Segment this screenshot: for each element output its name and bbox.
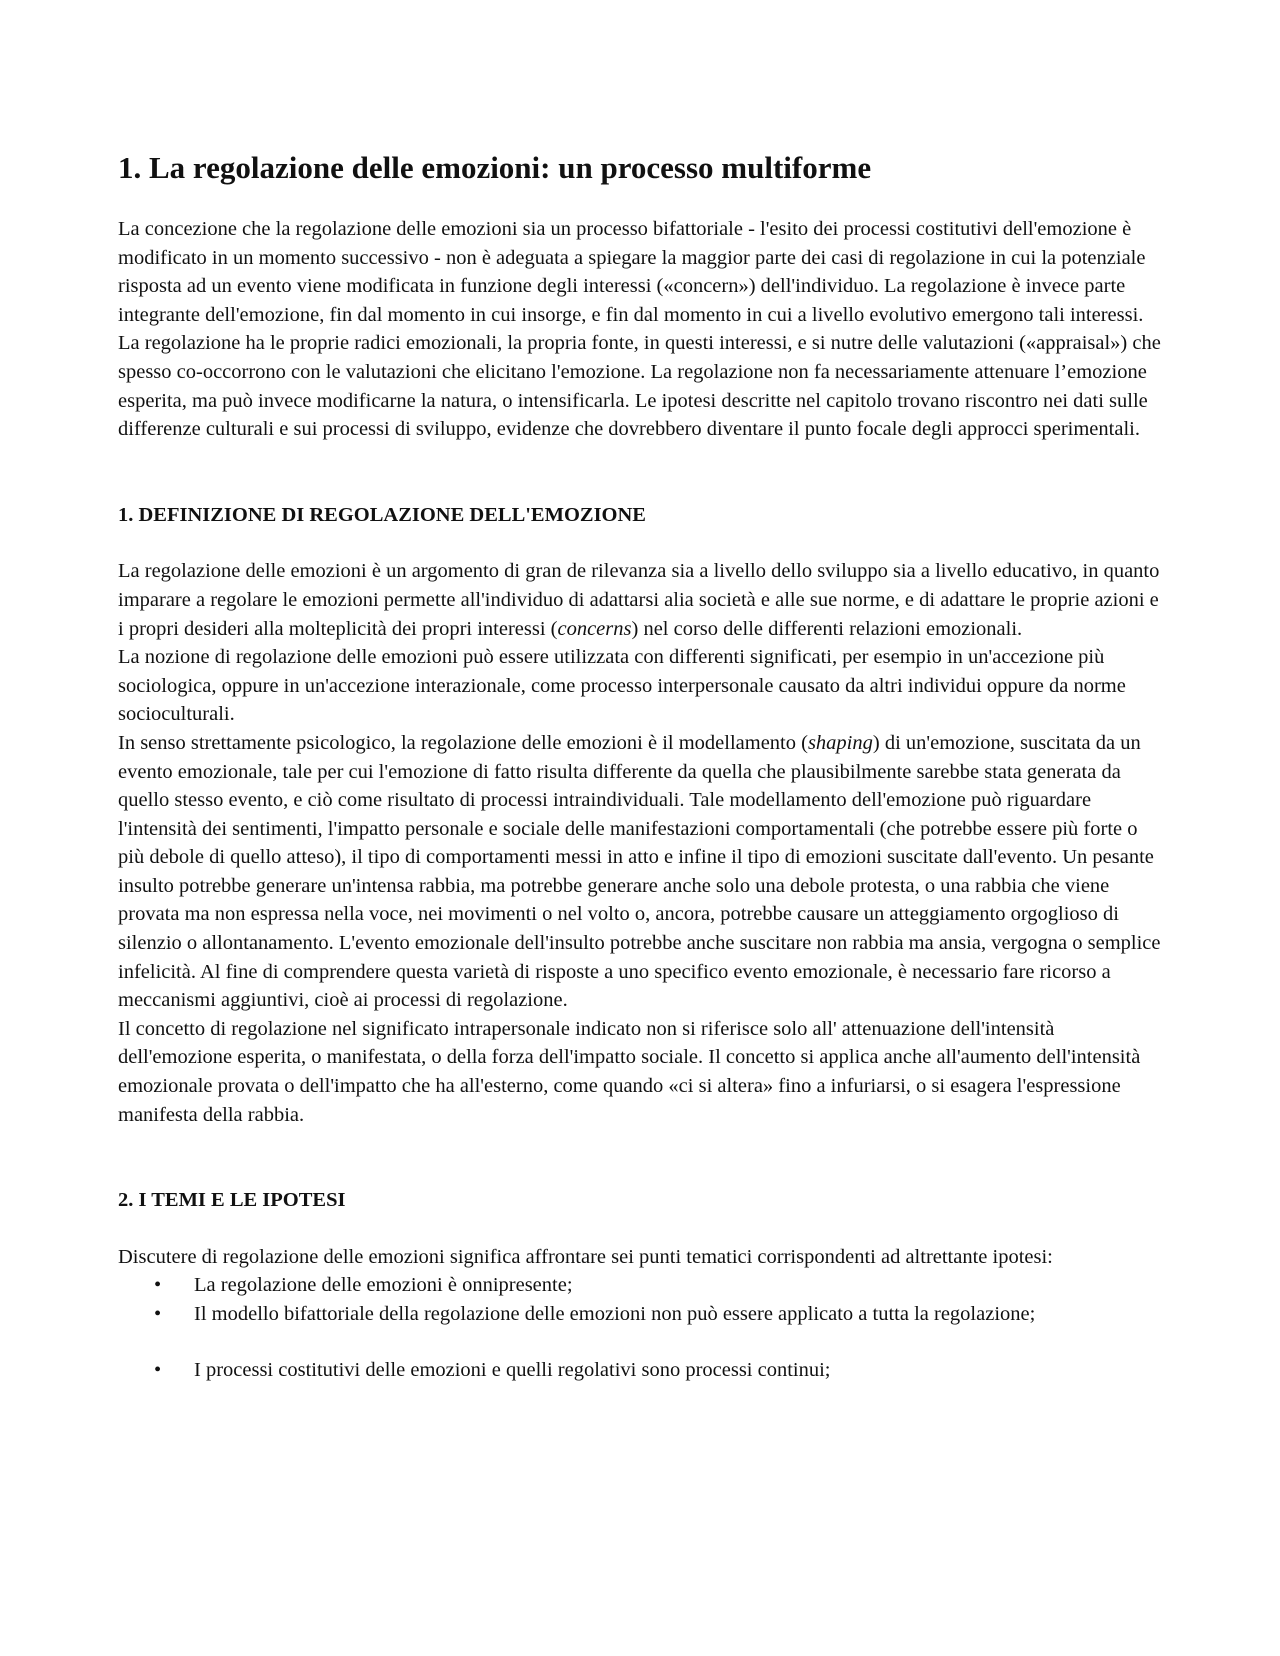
text-run: ) di un'emozione, suscitata da un evento emozionale, tale per cui l'emozione di fatto risulta differente da quella che plausibilmente sarebbe stata generata da quello stesso evento, e ciò come risultato di processi intraindividuali. Tale modellamento dell'emozione può riguardare l'intensità dei sentimenti, l'impatto personale e sociale delle manifestazioni comportamentali (che potrebbe essere più forte o più debole di quello atteso), il tipo di comportamenti messi in atto e infine il tipo di emozioni suscitate dall'evento. Un pesante insulto potrebbe generare un'intensa rabbia, ma potrebbe generare anche solo una debole protesta, o una rabbia che viene provata ma non espressa nella voce, nei movimenti o nel volto o, ancora, potrebbe causare un atteggiamento orgoglioso di silenzio o allontanamento. L'evento emozionale dell'insulto potrebbe anche suscitare non rabbia ma ansia, vergogna o semplice infelicità. Al fine di comprendere questa varietà di risposte a uno specifico evento emozionale, è necessario fare ricorso a meccanismi aggiuntivi, cioè ai processi di regolazione. [118,731,1161,1012]
abstract-paragraph: La concezione che la regolazione delle emozioni sia un processo bifattoriale - l'esito dei processi costitutivi dell'emozione è modificato in un momento successivo - non è adeguata a spiegare la maggior parte dei casi di regolazione in cui la potenziale risposta ad un evento viene modificata in funzione degli interessi («concern») dell'individuo. La regolazione è invece parte integrante dell'emozione, fin dal momento in cui insorge, e fin dal momento in cui a livello evolutivo emergono tali interessi. La regolazione ha le proprie radici emozionali, la propria fonte, in questi interessi, e si nutre delle valutazioni («appraisal») che spesso co-occorrono con le valutazioni che elicitano l'emozione. La regolazione non fa necessariamente attenuare l’emozione esperita, ma può invece modificarne la natura, o intensificarla. Le ipotesi descritte nel capitolo trovano riscontro nei dati sulle differenze culturali e sui processi di sviluppo, evidenze che dovrebbero diventare il punto focale degli approcci sperimentali. [118,218,1161,441]
definition-paragraph-3 [118,729,1168,1015]
italic-term-shaping: shaping [807,731,873,754]
list-item [118,1300,1168,1329]
definition-paragraph-4: Il concetto di regolazione nel significato intrapersonale indicato non si riferisce solo all' attenuazione dell'intensità dell'emozione esperita, o manifestata, o della forza dell'impatto sociale. Il concetto si applica anche all'aumento dell'intensità emozionale provata o dell'impatto che ha all'esterno, come quando «ci si altera» fino a infuriarsi, o si esagera l'espressione manifesta della rabbia. [118,1017,1141,1126]
text-run: La regolazione delle emozioni è un argomento di gran de rilevanza sia a livello dello sviluppo sia a livello educativo, in quanto imparare a regolare le emozioni permette all'individuo di adattarsi alia società e alle sue norme, e di adattare le proprie azioni e i propri desideri alla molteplicità dei propri interessi ( [118,560,1160,640]
bullet-icon: • [154,1358,162,1381]
spacer [118,444,1168,501]
list-item-text: I processi costitutivi delle emozioni e quelli regolativi sono processi continui; [194,1358,831,1381]
text-run: ) nel corso delle differenti relazioni emozionali. [631,617,1023,640]
list-spacer [118,1329,1168,1356]
themes-intro-paragraph: Discutere di regolazione delle emozioni significa affrontare sei punti tematici corrispondenti ad altrettante ipotesi: [118,1245,1053,1268]
section-heading-definition: 1. DEFINIZIONE DI REGOLAZIONE DELL'EMOZIONE [118,503,646,526]
list-item [118,1356,1168,1385]
italic-term-concerns: concerns [557,617,632,640]
bullet-icon: • [154,1303,162,1325]
spacer [118,529,1168,557]
list-item-text: La regolazione delle emozioni è onnipresente; [194,1274,573,1297]
spacer [118,1129,1168,1186]
section-heading-themes: 2. I TEMI E LE IPOTESI [118,1189,346,1212]
document-page [118,150,1168,1384]
list-item [118,1271,1168,1300]
definition-paragraph-1 [118,557,1168,643]
document-title: 1. La regolazione delle emozioni: un processo multiforme [118,150,872,185]
spacer [118,1215,1168,1243]
hypotheses-list [118,1271,1168,1384]
list-item-text: Il modello bifattoriale della regolazione delle emozioni non può essere applicato a tutta la regolazione; [194,1303,1036,1325]
text-run: In senso strettamente psicologico, la regolazione delle emozioni è il modellamento ( [118,731,808,754]
definition-paragraph-2: La nozione di regolazione delle emozioni può essere utilizzata con differenti significati, per esempio in un'accezione più sociologica, oppure in un'accezione interazionale, come processo interpersonale causato da altri individui oppure da norme socioculturali. [118,646,1126,726]
bullet-icon: • [154,1274,162,1297]
